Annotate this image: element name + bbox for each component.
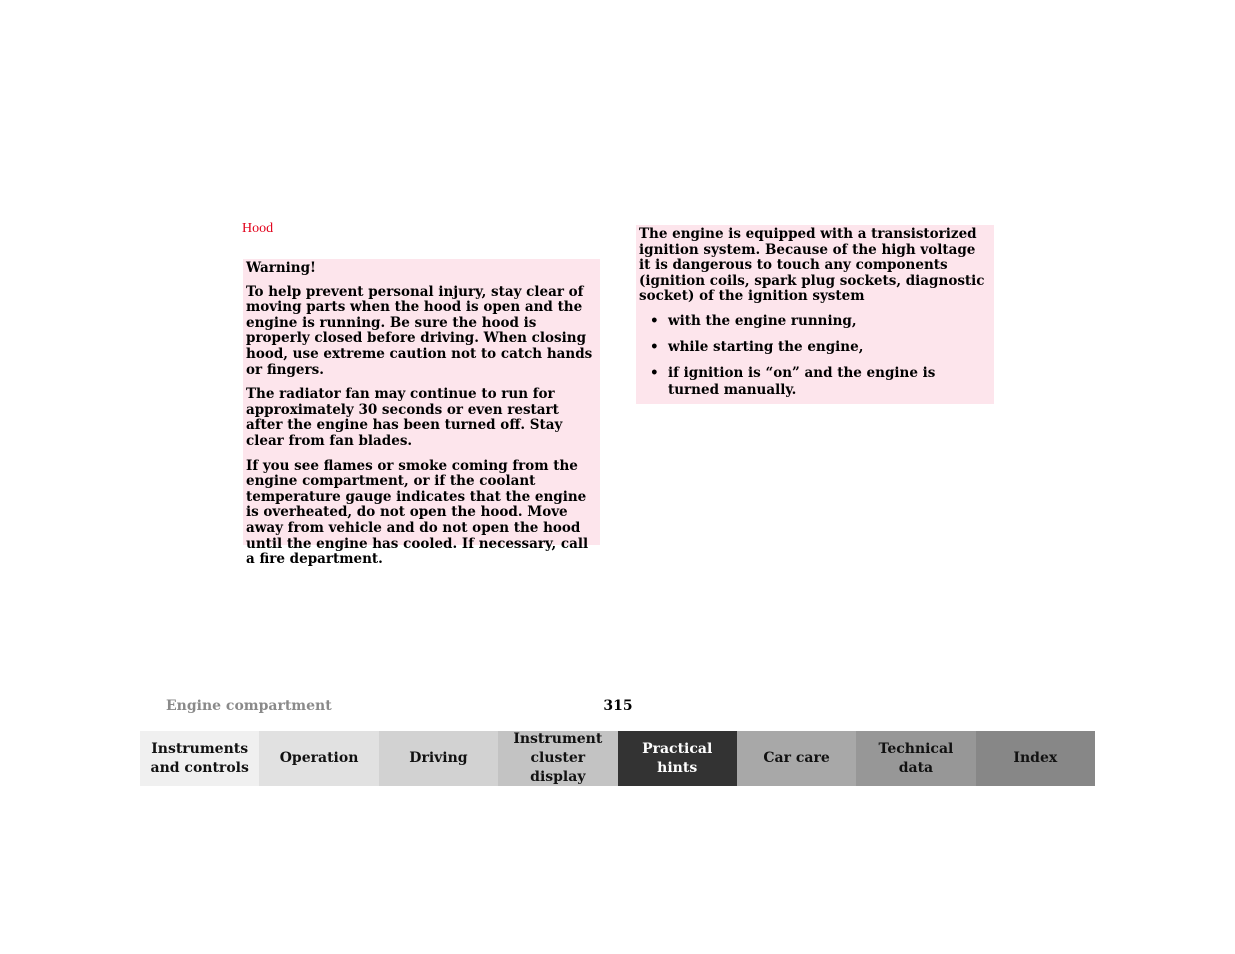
ignition-warning-intro: The engine is equipped with a transistorized ignition system. Because of the high voltage it is dangerous to touch any components (ignition coils, spark plug sockets, diagnostic socket) of the ignition system [639,226,985,305]
list-item [639,339,989,356]
warning-paragraph-injury: To help prevent personal injury, stay clear of moving parts when the hood is open and the engine is running. Be sure the hood is properly closed before driving. When closing hood, use extreme caution not to catch hands or fingers. [246,283,593,378]
page-number: 315 [603,698,633,714]
list-item [639,365,989,399]
hood-warning-box [243,259,600,568]
nav-tab-technical-data[interactable]: Technical data [856,731,975,786]
list-item [639,313,989,330]
nav-tab-practical-hints[interactable]: Practical hints [618,731,737,786]
section-title: Hood [242,221,274,236]
list-item-text: if ignition is “on” and the engine is turned manually. [668,364,936,398]
list-item-text: with the engine running, [668,312,857,329]
nav-tab-driving[interactable]: Driving [379,731,498,786]
footer-section-name: Engine compartment [166,698,332,714]
bullet-icon: • [650,312,659,329]
chapter-nav-bar [140,731,1095,786]
warning-heading: Warning! [246,260,316,276]
list-item-text: while starting the engine, [668,338,864,355]
nav-tab-car-care[interactable]: Car care [737,731,856,786]
bullet-icon: • [650,364,659,381]
nav-tab-index[interactable]: Index [976,731,1095,786]
nav-tab-operation[interactable]: Operation [259,731,378,786]
ignition-warning-box [636,225,994,404]
warning-paragraph-fire: If you see flames or smoke coming from the engine compartment, or if the coolant temperature gauge indicates that the engine is overheated, do not open the hood. Move away from vehicle and do not open the hood until the engine has cooled. If necessary, call a fire department. [246,457,589,568]
bullet-icon: • [650,338,659,355]
warning-paragraph-fan: The radiator fan may continue to run for approximately 30 seconds or even restart after the engine has been turned off. Stay clear from fan blades. [246,386,563,449]
nav-tab-instrument-cluster-display[interactable]: Instrument cluster display [498,731,617,786]
nav-tab-instruments-and-controls[interactable]: Instruments and controls [140,731,259,786]
ignition-warning-list [639,313,989,399]
